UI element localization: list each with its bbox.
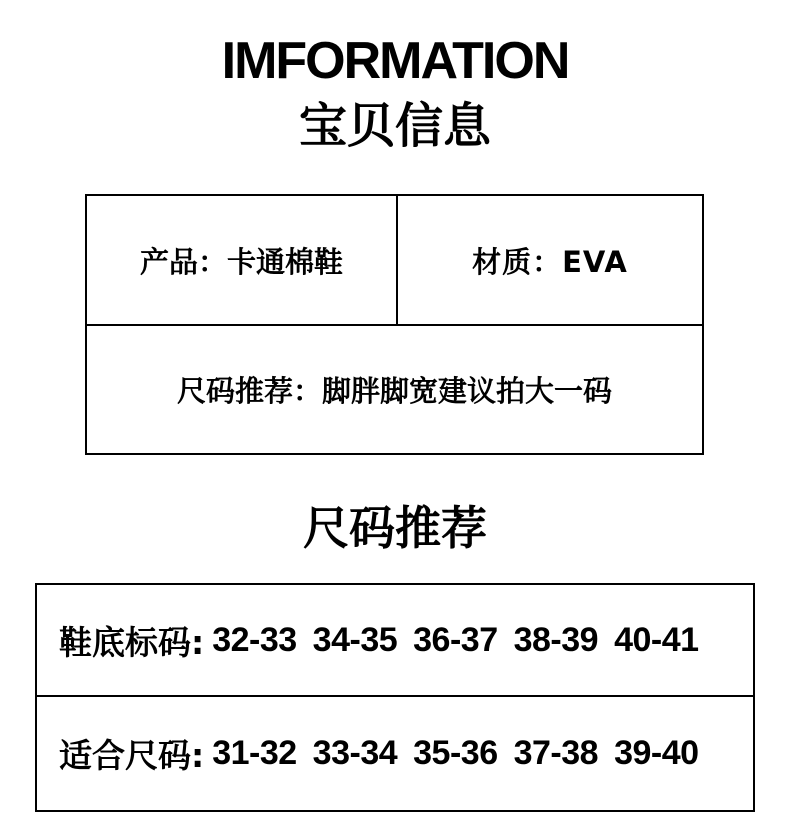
size-table — [35, 583, 755, 812]
size-value: 31-32 — [212, 734, 297, 772]
title-english: IMFORMATION — [221, 32, 569, 90]
size-value: 32-33 — [212, 620, 297, 659]
product-name-cell: 产品：卡通棉鞋 — [87, 196, 398, 324]
material-cell: 材质：EVA — [472, 244, 628, 279]
size-recommendation-cell: 尺码推荐：脚胖脚宽建议拍大一码 — [176, 374, 612, 408]
product-info-table — [85, 194, 704, 455]
size-value: 36-37 — [413, 620, 498, 659]
size-value: 40-41 — [614, 620, 699, 659]
size-value: 34-35 — [312, 620, 398, 659]
size-value: 38-39 — [513, 620, 599, 659]
sole-size-row — [37, 585, 753, 697]
size-value: 39-40 — [614, 734, 699, 772]
size-section-heading: 尺码推荐 — [303, 501, 487, 555]
fit-size-row — [37, 697, 753, 810]
size-value: 33-34 — [312, 734, 398, 772]
row-label: 鞋底标码: — [59, 622, 205, 662]
row-label: 适合尺码: — [59, 736, 205, 775]
title-chinese: 宝贝信息 — [298, 98, 491, 154]
size-value: 35-36 — [413, 734, 498, 772]
size-value: 37-38 — [513, 734, 599, 772]
info-row-top — [87, 196, 702, 326]
